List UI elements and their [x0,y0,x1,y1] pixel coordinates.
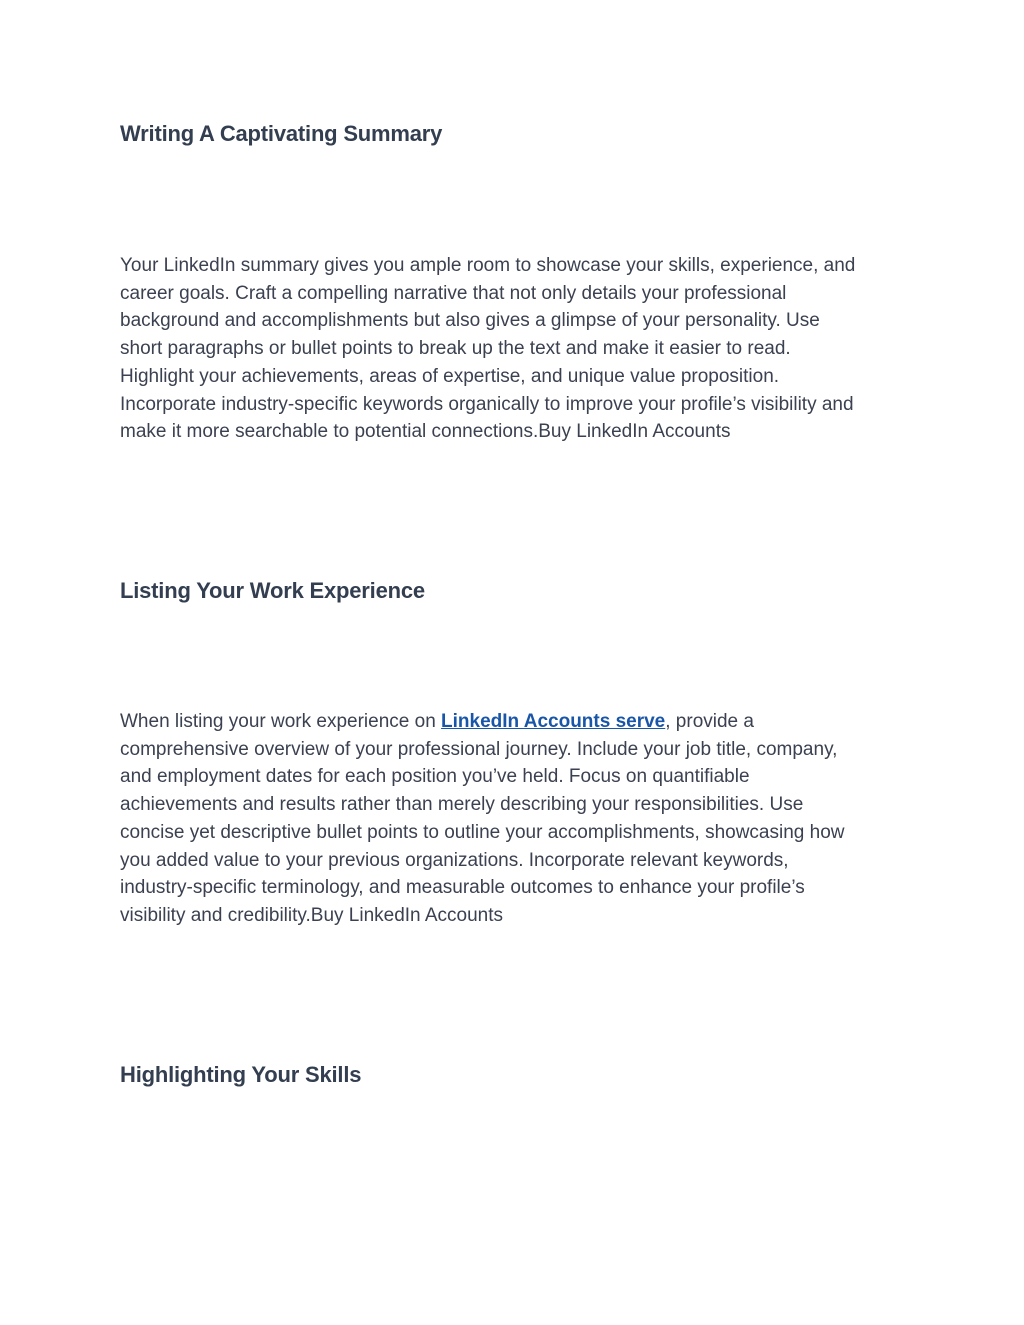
paragraph-line: background and accomplishments but also gives a glimpse of your personality. Use [120,310,820,332]
paragraph-line: achievements and results rather than merely describing your responsibilities. Use [120,794,804,816]
line-text-before-link: When listing your work experience on [120,711,442,732]
paragraph-line: make it more searchable to potential connections.Buy LinkedIn Accounts [120,421,731,443]
paragraph-summary [120,252,910,446]
paragraph-line: industry-specific terminology, and measurable outcomes to enhance your profile’s [120,877,805,899]
paragraph-line: you added value to your previous organizations. Incorporate relevant keywords, [120,849,789,871]
paragraph-line: and employment dates for each position you’ve held. Focus on quantifiable [120,766,750,788]
paragraph-line: concise yet descriptive bullet points to outline your accomplishments, showcasing how [120,821,845,843]
paragraph-line: short paragraphs or bullet points to break up the text and make it easier to read. [120,338,791,360]
paragraph-line [120,708,910,736]
paragraph-line: comprehensive overview of your professional journey. Include your job title, company, [120,738,838,760]
line-text-after-link: , provide a [665,711,754,732]
paragraph-line: visibility and credibility.Buy LinkedIn Accounts [120,904,504,926]
paragraph-line: Your LinkedIn summary gives you ample room to showcase your skills, experience, and [120,255,856,276]
linkedin-accounts-serve-link[interactable]: LinkedIn Accounts serve [441,711,666,732]
paragraph-line: Highlight your achievements, areas of expertise, and unique value proposition. [120,365,780,387]
paragraph-line: Incorporate industry-specific keywords organically to improve your profile’s visibility and [120,393,854,415]
heading-writing-summary: Writing A Captivating Summary [120,121,443,146]
paragraph-line: career goals. Craft a compelling narrative that not only details your professional [120,282,787,304]
heading-highlighting-skills: Highlighting Your Skills [120,1062,362,1087]
paragraph-work-experience [120,708,910,930]
heading-work-experience: Listing Your Work Experience [120,578,425,603]
